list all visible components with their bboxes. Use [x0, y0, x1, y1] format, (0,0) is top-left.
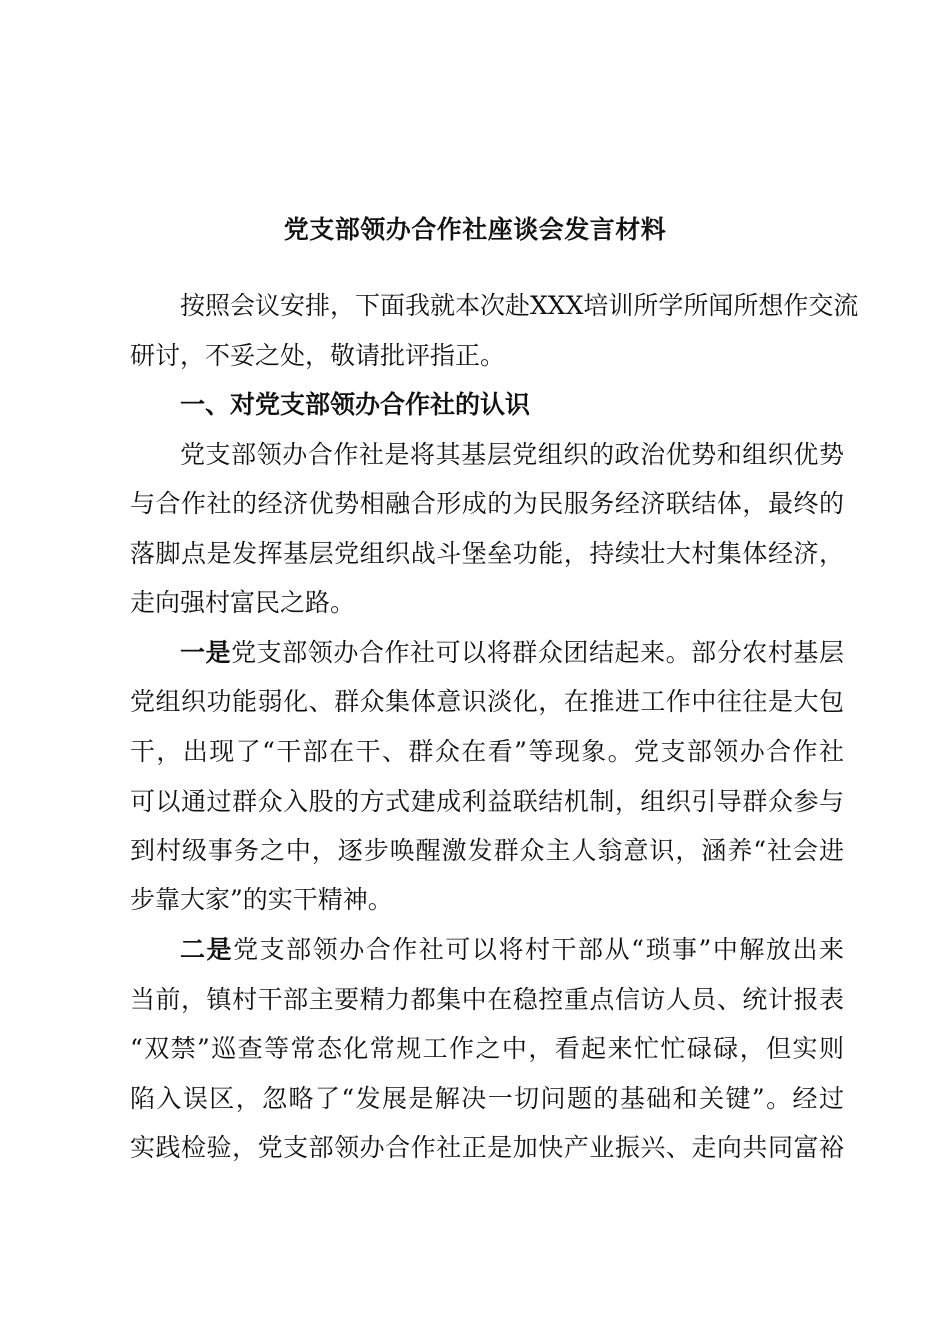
document-title: 党支部领办合作社座谈会发言材料: [283, 215, 667, 244]
point2-lead: 二是: [180, 935, 234, 964]
point1-line-3: 干，出现了“干部在干、群众在看”等现象。党支部领办合作社: [130, 737, 844, 766]
section-heading: 一、对党支部领办合作社的认识: [180, 390, 531, 419]
point2-line-4: 陷入误区，忽略了“发展是解决一切问题的基础和关键”。经过: [130, 1084, 844, 1113]
point2-first-line-text: 党支部领办合作社可以将村干部从“琐事”中解放出来: [233, 935, 844, 964]
point1-line-6: 步靠大家”的实干精神。: [130, 885, 393, 914]
para1-line-2: 与合作社的经济优势相融合形成的为民服务经济联结体，最终的: [130, 489, 844, 518]
point2-line-2: 当前，镇村干部主要精力都集中在稳控重点信访人员、统计报表: [130, 985, 844, 1014]
point1-line-5: 到村级事务之中，逐步唤醒激发群众主人翁意识，涵养“社会进: [130, 836, 844, 865]
intro-line-1: 按照会议安排，下面我就本次赴XXX培训所学所闻所想作交流: [180, 291, 859, 320]
para1-line-4: 走向强村富民之路。: [130, 588, 356, 617]
point2-line-1: [180, 930, 844, 970]
intro-line-2: 研讨，不妥之处，敬请批评指正。: [130, 341, 506, 370]
para1-line-1: 党支部领办合作社是将其基层党组织的政治优势和组织优势: [180, 440, 844, 469]
point1-line-1: [180, 633, 844, 673]
point1-line-2: 党组织功能弱化、群众集体意识淡化，在推进工作中往往是大包: [130, 687, 844, 716]
point1-lead: 一是: [180, 638, 232, 667]
para1-line-3: 落脚点是发挥基层党组织战斗堡垒功能，持续壮大村集体经济，: [130, 539, 844, 568]
point2-line-5: 实践检验，党支部领办合作社正是加快产业振兴、走向共同富裕: [130, 1133, 844, 1162]
point1-first-line-text: 党支部领办合作社可以将群众团结起来。部分农村基层: [231, 638, 844, 667]
point2-line-3: “双禁”巡查等常态化常规工作之中，看起来忙忙碌碌，但实则: [130, 1034, 844, 1063]
point1-line-4: 可以通过群众入股的方式建成利益联结机制，组织引导群众参与: [130, 787, 844, 816]
